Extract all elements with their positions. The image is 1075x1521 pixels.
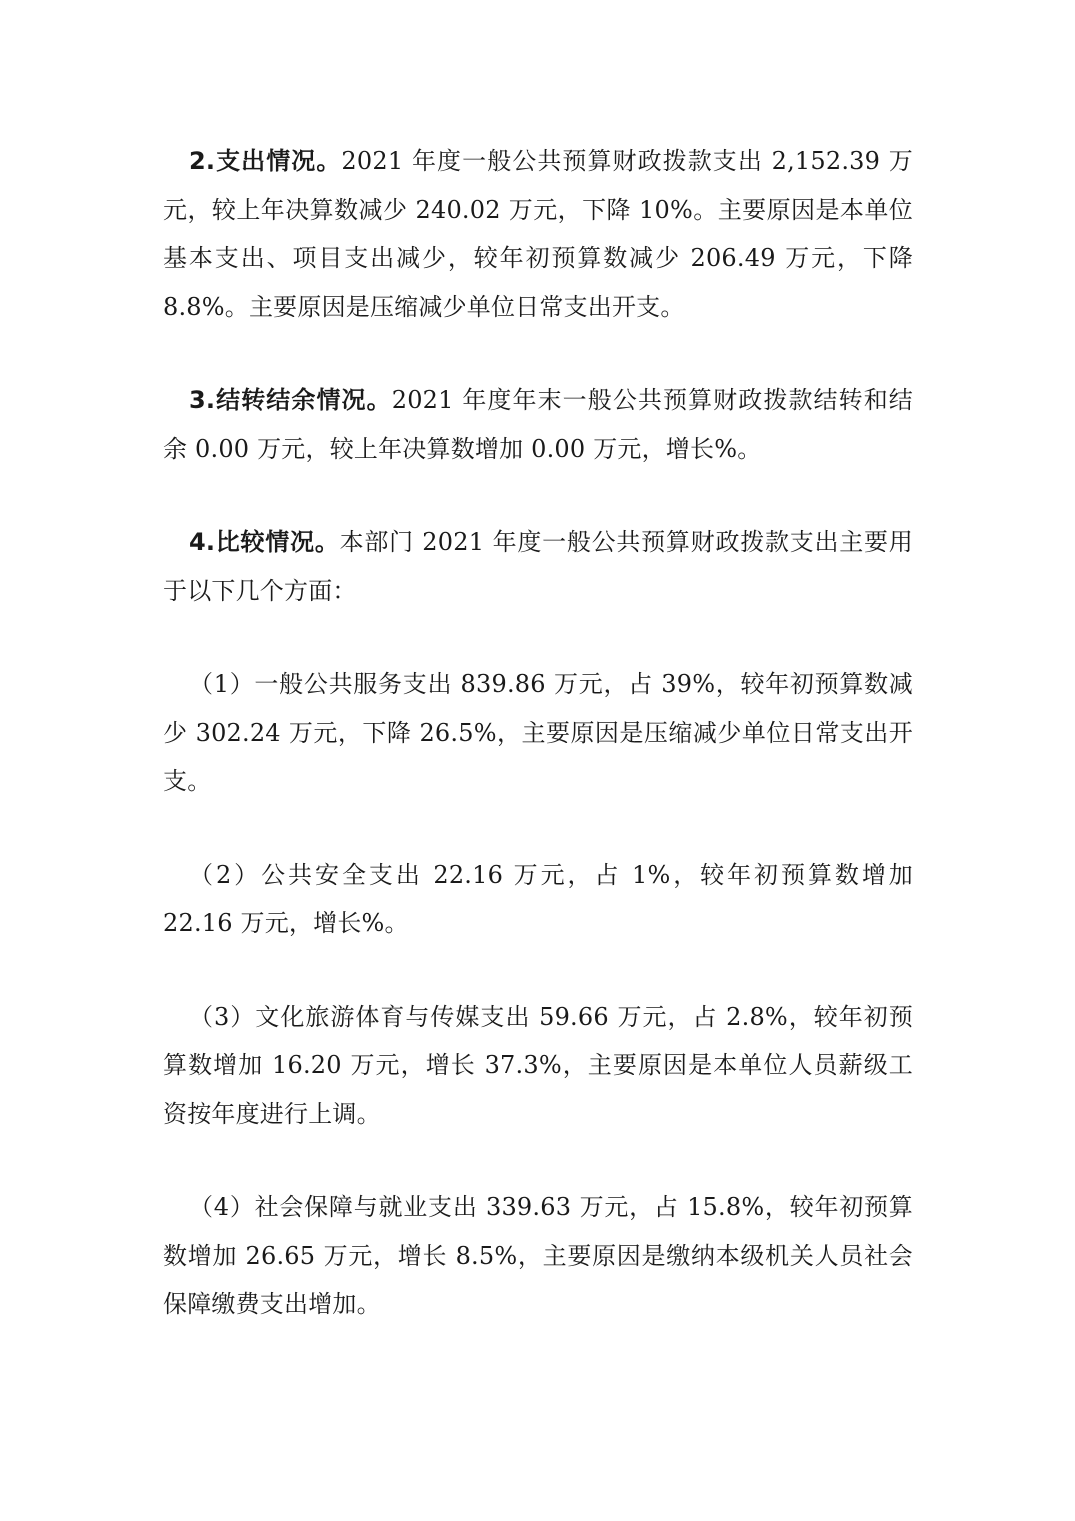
list-item-public-security [163,851,913,948]
paragraph-text: 本部门 2021 年度一般公共预算财政拨款支出主要用于以下几个方面： [163,528,913,605]
paragraph-text: 2021 年度一般公共预算财政拨款支出 2,152.39 万元，较上年决算数减少 240.02 万元，下降 10%。主要原因是本单位基本支出、项目支出减少，较年初预算数减少 206.49 万元，下降 8.8%。主要原因是压缩减少单位日常支出开支。 [163,147,913,321]
paragraph-comparison [163,518,913,615]
list-item-social-security [163,1183,913,1329]
document-body [163,137,913,1329]
paragraph-expenditure [163,137,913,331]
section-heading-expenditure: 2.支出情况。 [189,147,342,175]
paragraph-text: （4）社会保障与就业支出 339.63 万元，占 15.8%，较年初预算数增加 26.65 万元，增长 8.5%，主要原因是缴纳本级机关人员社会保障缴费支出增加。 [163,1193,913,1318]
section-heading-carryover: 3.结转结余情况。 [189,386,392,414]
list-item-culture-tourism [163,993,913,1139]
paragraph-text: （2）公共安全支出 22.16 万元，占 1%，较年初预算数增加 22.16 万元，增长%。 [163,860,913,937]
paragraph-text: （1）一般公共服务支出 839.86 万元，占 39%，较年初预算数减少 302.24 万元，下降 26.5%，主要原因是压缩减少单位日常支出开支。 [163,670,913,795]
paragraph-text: （3）文化旅游体育与传媒支出 59.66 万元，占 2.8%，较年初预算数增加 16.20 万元，增长 37.3%，主要原因是本单位人员薪级工资按年度进行上调。 [163,1002,913,1128]
paragraph-text: 2021 年度年末一般公共预算财政拨款结转和结余 0.00 万元，较上年决算数增加 0.00 万元，增长%。 [163,386,913,463]
section-heading-comparison: 4.比较情况。 [189,528,340,556]
list-item-public-services [163,660,913,806]
paragraph-carryover [163,376,913,473]
